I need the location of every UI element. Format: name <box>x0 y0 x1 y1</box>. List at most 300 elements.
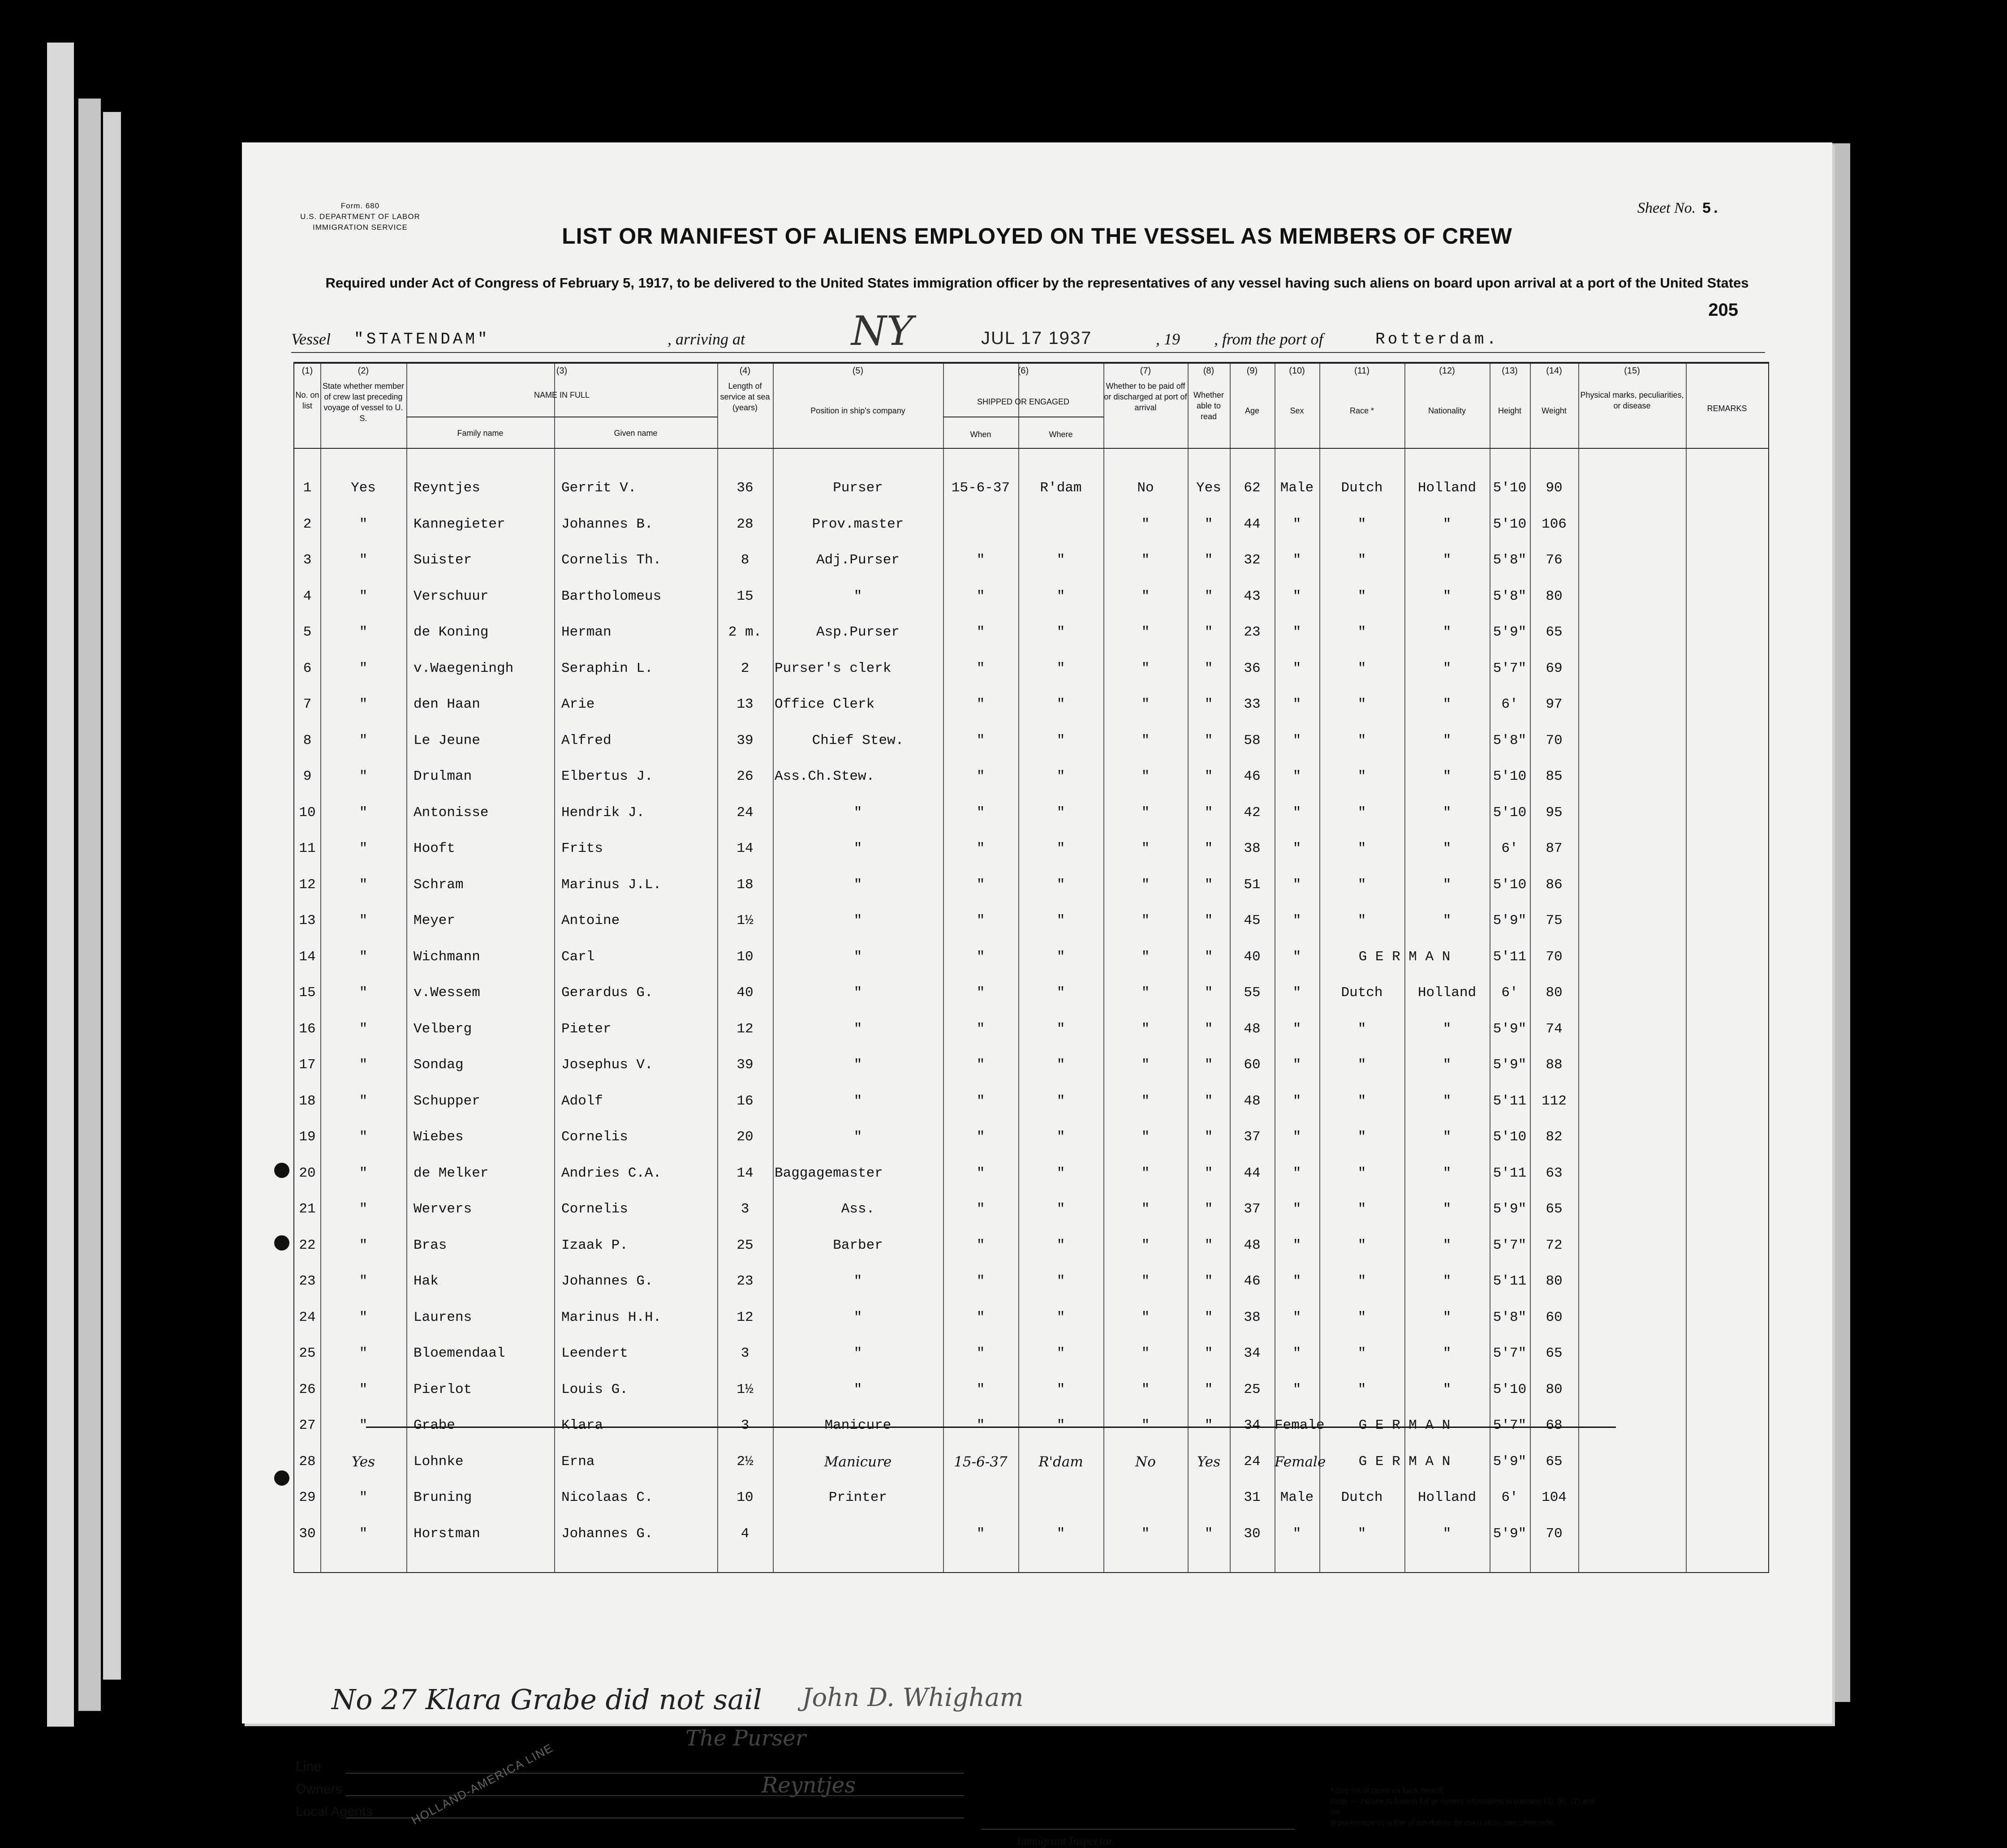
year-label: , 19 <box>1156 330 1180 348</box>
cell-position: " <box>853 1129 862 1145</box>
strikethrough-row-27 <box>366 1427 1616 1428</box>
cell-paid: " <box>1141 1057 1150 1073</box>
cell-weight: 85 <box>1546 769 1563 784</box>
cell-read: " <box>1204 660 1213 676</box>
cell-sex: " <box>1292 1237 1301 1253</box>
cell-read: " <box>1204 949 1213 965</box>
cell-race: " <box>1357 552 1366 568</box>
cell-age: 44 <box>1244 1165 1261 1181</box>
cell-position: " <box>853 1345 862 1361</box>
cell-no: 23 <box>299 1273 316 1289</box>
cell-no: 6 <box>303 660 312 676</box>
cell-age: 32 <box>1244 552 1261 568</box>
cell-paid: " <box>1141 877 1150 893</box>
cell-sex: Male <box>1280 1490 1314 1505</box>
cell-position: Ass.Ch.Stew. <box>775 769 875 784</box>
manifest-page <box>242 142 1832 1848</box>
cell-when: " <box>976 804 985 821</box>
header-top-rule <box>294 363 1768 364</box>
cell-length: 3 <box>741 1201 749 1217</box>
cell-length: 14 <box>736 1165 754 1181</box>
cell-age: 55 <box>1244 985 1261 1001</box>
cell-weight: 95 <box>1546 804 1563 821</box>
column-number: (8) <box>1203 366 1215 376</box>
cell-no: 27 <box>299 1418 316 1433</box>
header-bottom-rule <box>294 448 1768 449</box>
cell-length: 13 <box>736 696 754 712</box>
cell-read: " <box>1204 1129 1213 1145</box>
cell-family: Hak <box>413 1273 439 1289</box>
cell-length: 10 <box>736 949 754 965</box>
cell-when: " <box>976 1345 985 1361</box>
cell-no: 25 <box>299 1345 316 1361</box>
cell-nationality: Holland <box>1417 480 1477 496</box>
cell-given: Cornelis <box>561 1201 628 1217</box>
cell-position: " <box>853 804 862 821</box>
cell-given: Josephus V. <box>561 1057 653 1073</box>
cell-given: Andries C.A. <box>561 1165 662 1181</box>
cell-race: " <box>1357 1273 1366 1289</box>
header-age: Age <box>1245 406 1260 415</box>
cell-nationality: Holland <box>1417 1490 1477 1505</box>
cell-race: " <box>1357 804 1366 821</box>
cell-height: 5'9" <box>1493 1526 1527 1542</box>
cell-weight: 112 <box>1542 1093 1567 1109</box>
cell-age: 38 <box>1244 841 1261 856</box>
cell-age: 46 <box>1244 769 1261 784</box>
cell-length: 26 <box>736 769 754 784</box>
cell-member: " <box>359 1345 368 1361</box>
cell-where: " <box>1056 769 1065 784</box>
cell-age: 37 <box>1244 1201 1261 1217</box>
cell-read: " <box>1204 1309 1213 1325</box>
vessel-label: Vessel <box>291 330 331 348</box>
cell-nationality: " <box>1443 1201 1451 1217</box>
cell-nationality: " <box>1443 1309 1451 1325</box>
cell-length: 18 <box>736 877 754 893</box>
cell-height: 5'9" <box>1493 913 1527 928</box>
cell-member: " <box>359 552 368 568</box>
cell-given: Gerrit V. <box>561 480 637 496</box>
cell-height: 6' <box>1501 985 1518 1001</box>
cell-weight: 88 <box>1546 1057 1563 1073</box>
header-when: When <box>970 430 991 439</box>
cell-where: " <box>1056 732 1065 748</box>
cell-given: Gerardus G. <box>561 985 653 1001</box>
punch-hole <box>274 1163 289 1178</box>
cell-member: " <box>359 1129 368 1145</box>
cell-sex: " <box>1292 732 1301 748</box>
cell-weight: 68 <box>1546 1418 1563 1433</box>
cell-length: 10 <box>736 1490 754 1505</box>
cell-member: " <box>359 1201 368 1217</box>
cell-member: Yes <box>351 480 376 496</box>
cell-given: Antoine <box>561 913 620 928</box>
cell-read: " <box>1204 552 1213 568</box>
punch-hole <box>274 1235 289 1251</box>
cell-sex: " <box>1292 552 1301 568</box>
cell-no: 17 <box>299 1057 316 1073</box>
sheet-label: Sheet No. <box>1637 200 1696 216</box>
cell-nationality <box>1404 948 1490 966</box>
cell-nationality: " <box>1443 841 1451 856</box>
cell-nationality: " <box>1443 1237 1451 1253</box>
cell-weight: 69 <box>1546 660 1563 676</box>
cell-race: " <box>1357 588 1366 604</box>
cell-paid: " <box>1141 1418 1150 1433</box>
cell-paid: " <box>1141 696 1150 712</box>
cell-age: 60 <box>1244 1057 1261 1073</box>
cell-length: 3 <box>741 1345 749 1361</box>
cell-read: " <box>1204 1057 1213 1073</box>
cell-length: 39 <box>736 732 754 748</box>
form-number: Form. 680 <box>340 202 380 210</box>
owners-rule <box>346 1795 964 1796</box>
inspector-signature: John D. Whigham <box>802 1683 1024 1712</box>
cell-read: " <box>1204 1165 1213 1181</box>
cell-when: " <box>976 913 985 928</box>
footnote <box>1331 1785 1599 1828</box>
cell-height: 6' <box>1501 1490 1518 1505</box>
cell-read: " <box>1204 696 1213 712</box>
column-divider <box>1578 363 1579 1572</box>
cell-paid: " <box>1141 732 1150 748</box>
cell-no: 4 <box>303 588 312 604</box>
cell-given: Elbertus J. <box>561 769 653 784</box>
cell-read: " <box>1204 588 1213 604</box>
cell-age: 24 <box>1244 1453 1261 1470</box>
cell-height: 5'10 <box>1493 516 1527 532</box>
cell-when: " <box>976 1418 985 1433</box>
arrival-date-stamp: JUL 17 1937 <box>981 328 1092 348</box>
cell-race: G E R M A N <box>1358 1418 1451 1433</box>
cell-race: " <box>1357 877 1366 893</box>
handwritten-note: No 27 Klara Grabe did not sail <box>332 1683 762 1716</box>
cell-weight: 65 <box>1546 1453 1563 1470</box>
cell-when: " <box>976 877 985 893</box>
column-number: (5) <box>852 366 864 376</box>
header-paid-off: Whether to be paid off or discharged at port of arrival <box>1104 382 1187 412</box>
cell-family: Wichmann <box>413 949 480 965</box>
cell-sex: " <box>1292 1201 1301 1217</box>
cell-family: Reyntjes <box>413 480 480 496</box>
cell-age: 48 <box>1244 1093 1261 1109</box>
cell-height: 5'7" <box>1493 1418 1527 1433</box>
cell-where: " <box>1056 624 1065 640</box>
cell-no: 3 <box>303 552 312 568</box>
cell-nationality: " <box>1443 624 1451 640</box>
cell-nationality: " <box>1443 1273 1451 1289</box>
cell-nationality: " <box>1443 1345 1451 1361</box>
cell-weight: 97 <box>1546 696 1563 712</box>
punch-hole <box>274 1470 289 1486</box>
cell-no: 30 <box>299 1526 316 1542</box>
cell-where: " <box>1056 1057 1065 1073</box>
cell-height: 5'11 <box>1493 1093 1527 1109</box>
cell-no: 8 <box>303 732 312 748</box>
cell-where: " <box>1056 696 1065 712</box>
header-shipped-engaged: SHIPPED OR ENGAGED <box>977 397 1070 406</box>
cell-race: " <box>1357 1165 1366 1181</box>
cell-position: Barber <box>833 1237 883 1253</box>
cell-sex: " <box>1292 1309 1301 1325</box>
cell-member: " <box>359 1381 368 1397</box>
cell-height: 5'10 <box>1493 804 1527 821</box>
cell-weight: 80 <box>1546 1273 1563 1289</box>
column-number: (2) <box>357 366 369 376</box>
cell-sex: " <box>1292 1129 1301 1145</box>
cell-given: Herman <box>561 624 612 640</box>
departure-port: Rotterdam. <box>1375 330 1499 348</box>
cell-given: Arie <box>561 696 595 712</box>
cell-where: " <box>1056 1165 1065 1181</box>
cell-length: 12 <box>736 1309 754 1325</box>
cell-height: 6' <box>1501 696 1518 712</box>
cell-given: Seraphin L. <box>561 660 653 676</box>
cell-length: 28 <box>736 516 754 532</box>
column-number: (12) <box>1439 366 1455 376</box>
cell-where: " <box>1056 1129 1065 1145</box>
cell-nationality: " <box>1443 1381 1451 1397</box>
cell-sex: " <box>1292 1381 1301 1397</box>
cell-sex: " <box>1292 588 1301 604</box>
cell-age: 30 <box>1244 1526 1261 1542</box>
cell-read: " <box>1204 1201 1213 1217</box>
cell-no: 29 <box>299 1490 316 1505</box>
cell-race: " <box>1357 1345 1366 1361</box>
cell-position: " <box>853 1309 862 1325</box>
cell-height: 5'11 <box>1493 1273 1527 1289</box>
cell-given: Izaak P. <box>561 1237 628 1253</box>
cell-age: 58 <box>1244 732 1261 748</box>
cell-sex: " <box>1292 804 1301 821</box>
header-family-name: Family name <box>457 429 504 438</box>
cell-given: Johannes G. <box>561 1526 653 1542</box>
cell-paid: " <box>1141 1201 1150 1217</box>
header-height: Height <box>1498 406 1522 415</box>
cell-race: " <box>1357 1381 1366 1397</box>
cell-age: 37 <box>1244 1129 1261 1145</box>
cell-given: Leendert <box>561 1345 628 1361</box>
column-number: (11) <box>1354 366 1370 376</box>
cell-paid: " <box>1141 769 1150 784</box>
cell-race: " <box>1357 624 1366 640</box>
cell-family: Meyer <box>413 913 456 928</box>
cell-age: 51 <box>1244 877 1261 893</box>
cell-member: " <box>359 1057 368 1073</box>
cell-member: " <box>359 1490 368 1505</box>
cell-weight: 74 <box>1546 1021 1563 1037</box>
arriving-label: , arriving at <box>668 330 745 348</box>
cell-nationality <box>1404 1453 1490 1471</box>
header-remarks: REMARKS <box>1707 404 1747 413</box>
cell-family: Schram <box>413 877 464 893</box>
cell-age: 40 <box>1244 949 1261 965</box>
cell-when: " <box>976 1237 985 1253</box>
column-number: (15) <box>1624 366 1640 376</box>
cell-given: Cornelis Th. <box>561 552 662 568</box>
footnote-line-3: is punishable by a fine of ten dollars for each alien. See other side. <box>1331 1818 1555 1827</box>
cell-length: 20 <box>736 1129 754 1145</box>
cell-member: " <box>359 696 368 712</box>
column-number: (6) <box>1017 366 1029 376</box>
cell-race: G E R M A N <box>1358 949 1451 965</box>
cell-age: 48 <box>1244 1021 1261 1037</box>
cell-position: " <box>853 1057 862 1073</box>
cell-race: " <box>1357 660 1366 676</box>
cell-where: " <box>1056 1201 1065 1217</box>
cell-weight: 65 <box>1546 1345 1563 1361</box>
cell-paid: No <box>1135 1453 1156 1470</box>
cell-read: Yes <box>1197 1453 1221 1470</box>
cell-when: 15-6-37 <box>954 1453 1008 1470</box>
cell-given: Hendrik J. <box>561 804 645 821</box>
header-physical-marks: Physical marks, peculiarities, or disease <box>1580 391 1684 410</box>
cell-nationality: " <box>1443 552 1451 568</box>
cell-height: 5'10 <box>1493 769 1527 784</box>
cell-age: 46 <box>1244 1273 1261 1289</box>
cell-length: 2 <box>741 660 749 676</box>
cell-no: 1 <box>303 480 312 496</box>
header-member: State whether member of crew last preceding voyage of vessel to U. S. <box>322 382 405 423</box>
cell-race: " <box>1357 1309 1366 1325</box>
cell-family: Grabe <box>413 1418 456 1433</box>
cell-position: Purser's clerk <box>775 660 892 676</box>
cell-sex: " <box>1292 877 1301 893</box>
cell-member: " <box>359 985 368 1001</box>
cell-paid: " <box>1141 588 1150 604</box>
cell-length: 16 <box>736 1093 754 1109</box>
column-number: (3) <box>556 366 568 376</box>
cell-read <box>1188 1489 1230 1507</box>
cell-height: 6' <box>1501 841 1518 856</box>
cell-where: " <box>1056 1345 1065 1361</box>
cell-sex: Female <box>1275 1453 1326 1470</box>
cell-nationality: " <box>1443 696 1451 712</box>
cell-member: " <box>359 949 368 965</box>
cell-where: " <box>1056 588 1065 604</box>
cell-when: " <box>976 552 985 568</box>
cell-family: Horstman <box>413 1526 480 1542</box>
cell-age: 38 <box>1244 1309 1261 1325</box>
cell-family: Schupper <box>413 1093 480 1109</box>
vessel-name: "STATENDAM" <box>354 330 490 348</box>
cell-given: Marinus H.H. <box>561 1309 662 1325</box>
cell-weight: 76 <box>1546 552 1563 568</box>
cell-length: 3 <box>741 1418 749 1433</box>
cell-no: 7 <box>303 696 312 712</box>
cell-age: 23 <box>1244 624 1261 640</box>
cell-family: v.Wessem <box>413 985 480 1001</box>
cell-sex: " <box>1292 516 1301 532</box>
cell-no: 10 <box>299 804 316 821</box>
cell-position: " <box>853 588 862 604</box>
cell-sex: " <box>1292 624 1301 640</box>
cell-where: " <box>1056 985 1065 1001</box>
page-stack-edge <box>78 99 101 1711</box>
cell-position: " <box>853 949 862 965</box>
cell-no: 16 <box>299 1021 316 1037</box>
cell-member: " <box>359 732 368 748</box>
cell-read: " <box>1204 841 1213 856</box>
cell-member: " <box>359 769 368 784</box>
cell-weight: 80 <box>1546 1381 1563 1397</box>
cell-no: 24 <box>299 1309 316 1325</box>
cell-where: " <box>1056 877 1065 893</box>
column-divider <box>554 363 555 1572</box>
cell-no: 19 <box>299 1129 316 1145</box>
cell-member: " <box>359 516 368 532</box>
cell-when: " <box>976 769 985 784</box>
cell-read: " <box>1204 1273 1213 1289</box>
cell-nationality: " <box>1443 769 1451 784</box>
cell-weight: 86 <box>1546 877 1563 893</box>
cell-read: " <box>1204 769 1213 784</box>
cell-when: " <box>976 949 985 965</box>
cell-given: Klara <box>561 1418 603 1433</box>
cell-read: " <box>1204 1526 1213 1542</box>
cell-where: " <box>1056 841 1065 856</box>
cell-age: 34 <box>1244 1418 1261 1433</box>
column-number: (9) <box>1246 366 1258 376</box>
inspector-rule <box>981 1829 1295 1830</box>
cell-no: 22 <box>299 1237 316 1253</box>
column-divider <box>406 363 407 1572</box>
cell-length: 12 <box>736 1021 754 1037</box>
cell-sex: " <box>1292 1526 1301 1542</box>
owners-label: Owners <box>296 1782 342 1796</box>
cell-nationality: Holland <box>1417 985 1477 1001</box>
cell-read: " <box>1204 1345 1213 1361</box>
cell-family: Wiebes <box>413 1129 464 1145</box>
cell-weight: 82 <box>1546 1129 1563 1145</box>
cell-family: Laurens <box>413 1309 472 1325</box>
cell-position: Manicure <box>824 1453 892 1470</box>
cell-height: 5'7" <box>1493 660 1527 676</box>
cell-where: " <box>1056 1309 1065 1325</box>
cell-when: " <box>976 985 985 1001</box>
cell-position: Prov.master <box>812 516 904 532</box>
cell-read: " <box>1204 732 1213 748</box>
line-stamp: HOLLAND-AMERICA LINE <box>409 1741 556 1827</box>
cell-race: " <box>1357 1526 1366 1542</box>
header-no: No. on list <box>295 391 319 410</box>
cell-given: Carl <box>561 949 595 965</box>
cell-height: 5'11 <box>1493 949 1527 965</box>
cell-no: 26 <box>299 1381 316 1397</box>
footnote-line-1: * See list of races on back hereof. <box>1331 1786 1445 1795</box>
cell-weight: 70 <box>1546 732 1563 748</box>
cell-race: " <box>1357 516 1366 532</box>
cell-given: Frits <box>561 841 603 856</box>
cell-when: " <box>976 660 985 676</box>
cell-sex: Male <box>1280 480 1314 496</box>
cell-no: 18 <box>299 1093 316 1109</box>
cell-length: 8 <box>741 552 749 568</box>
cell-race: " <box>1357 1057 1366 1073</box>
cell-when: " <box>976 841 985 856</box>
cell-position <box>773 1525 943 1543</box>
sheet-number <box>1637 200 1720 218</box>
purser-signature: The Purser <box>685 1726 806 1751</box>
cell-where: " <box>1056 1418 1065 1433</box>
arriving-port: NY <box>851 308 913 355</box>
cell-read: " <box>1204 516 1213 532</box>
cell-nationality: " <box>1443 1093 1451 1109</box>
cell-paid: " <box>1141 1345 1150 1361</box>
cell-read: " <box>1204 1381 1213 1397</box>
cell-family: v.Waegeningh <box>413 660 514 676</box>
